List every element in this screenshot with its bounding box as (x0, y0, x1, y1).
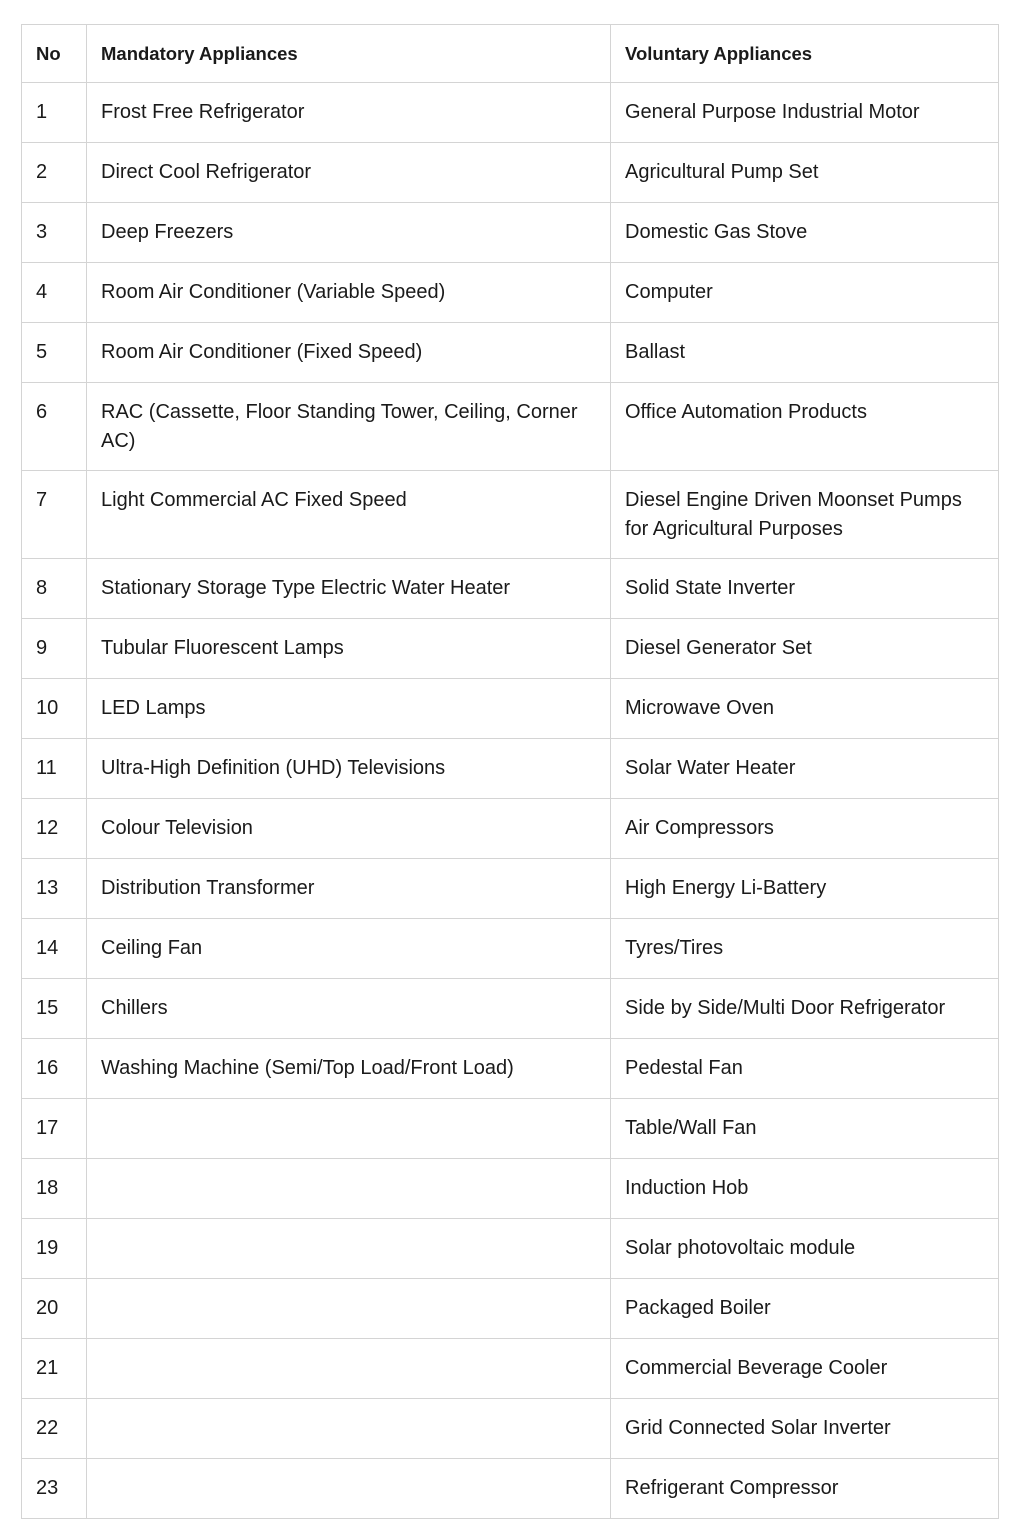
cell-no: 3 (22, 203, 87, 263)
table-row (22, 383, 999, 471)
cell-no: 4 (22, 263, 87, 323)
table-row (22, 739, 999, 799)
cell-mandatory: Room Air Conditioner (Fixed Speed) (87, 323, 611, 383)
table-row (22, 799, 999, 859)
cell-no: 9 (22, 619, 87, 679)
table-row (22, 919, 999, 979)
header-voluntary: Voluntary Appliances (611, 25, 999, 83)
cell-no: 18 (22, 1159, 87, 1219)
cell-voluntary: Office Automation Products (611, 383, 999, 471)
cell-no: 22 (22, 1399, 87, 1459)
cell-mandatory: Deep Freezers (87, 203, 611, 263)
cell-no: 7 (22, 471, 87, 559)
cell-voluntary: Side by Side/Multi Door Refrigerator (611, 979, 999, 1039)
cell-voluntary: Solar Water Heater (611, 739, 999, 799)
cell-voluntary: Domestic Gas Stove (611, 203, 999, 263)
cell-voluntary: Computer (611, 263, 999, 323)
cell-mandatory: Colour Television (87, 799, 611, 859)
header-no: No (22, 25, 87, 83)
cell-mandatory: Direct Cool Refrigerator (87, 143, 611, 203)
cell-mandatory: Distribution Transformer (87, 859, 611, 919)
cell-mandatory (87, 1279, 611, 1339)
cell-mandatory: Frost Free Refrigerator (87, 83, 611, 143)
cell-no: 8 (22, 559, 87, 619)
header-mandatory: Mandatory Appliances (87, 25, 611, 83)
table-row (22, 619, 999, 679)
cell-mandatory (87, 1219, 611, 1279)
cell-no: 13 (22, 859, 87, 919)
cell-no: 12 (22, 799, 87, 859)
cell-mandatory: Tubular Fluorescent Lamps (87, 619, 611, 679)
table-row (22, 203, 999, 263)
cell-voluntary: Packaged Boiler (611, 1279, 999, 1339)
cell-voluntary: Diesel Generator Set (611, 619, 999, 679)
cell-mandatory: Light Commercial AC Fixed Speed (87, 471, 611, 559)
table-row (22, 1219, 999, 1279)
cell-no: 14 (22, 919, 87, 979)
cell-voluntary: Microwave Oven (611, 679, 999, 739)
cell-voluntary: Pedestal Fan (611, 1039, 999, 1099)
cell-voluntary: Agricultural Pump Set (611, 143, 999, 203)
table-row (22, 323, 999, 383)
cell-mandatory: Room Air Conditioner (Variable Speed) (87, 263, 611, 323)
cell-voluntary: Table/Wall Fan (611, 1099, 999, 1159)
cell-no: 19 (22, 1219, 87, 1279)
cell-no: 17 (22, 1099, 87, 1159)
cell-mandatory: Chillers (87, 979, 611, 1039)
cell-voluntary: Solid State Inverter (611, 559, 999, 619)
cell-no: 20 (22, 1279, 87, 1339)
table-row (22, 263, 999, 323)
cell-no: 21 (22, 1339, 87, 1399)
table-row (22, 1459, 999, 1519)
table-row (22, 1399, 999, 1459)
cell-no: 2 (22, 143, 87, 203)
header-row (22, 25, 999, 83)
cell-voluntary: High Energy Li-Battery (611, 859, 999, 919)
table-row (22, 1279, 999, 1339)
cell-voluntary: General Purpose Industrial Motor (611, 83, 999, 143)
cell-voluntary: Air Compressors (611, 799, 999, 859)
table-body (22, 83, 999, 1519)
table-row (22, 1159, 999, 1219)
cell-no: 11 (22, 739, 87, 799)
appliances-table (21, 24, 999, 1519)
cell-voluntary: Tyres/Tires (611, 919, 999, 979)
cell-no: 23 (22, 1459, 87, 1519)
cell-mandatory: Ultra-High Definition (UHD) Televisions (87, 739, 611, 799)
cell-no: 6 (22, 383, 87, 471)
cell-voluntary: Ballast (611, 323, 999, 383)
table-row (22, 979, 999, 1039)
table-row (22, 679, 999, 739)
cell-voluntary: Induction Hob (611, 1159, 999, 1219)
cell-mandatory (87, 1339, 611, 1399)
table-row (22, 83, 999, 143)
cell-no: 16 (22, 1039, 87, 1099)
cell-voluntary: Refrigerant Compressor (611, 1459, 999, 1519)
cell-mandatory: Ceiling Fan (87, 919, 611, 979)
cell-mandatory: Washing Machine (Semi/Top Load/Front Load) (87, 1039, 611, 1099)
cell-mandatory: Stationary Storage Type Electric Water Heater (87, 559, 611, 619)
cell-voluntary: Diesel Engine Driven Moonset Pumps for Agricultural Purposes (611, 471, 999, 559)
cell-mandatory (87, 1159, 611, 1219)
cell-mandatory: RAC (Cassette, Floor Standing Tower, Ceiling, Corner AC) (87, 383, 611, 471)
cell-mandatory (87, 1099, 611, 1159)
table-row (22, 1339, 999, 1399)
table-header (22, 25, 999, 83)
cell-voluntary: Grid Connected Solar Inverter (611, 1399, 999, 1459)
cell-voluntary: Solar photovoltaic module (611, 1219, 999, 1279)
cell-no: 10 (22, 679, 87, 739)
table-row (22, 143, 999, 203)
cell-no: 1 (22, 83, 87, 143)
cell-mandatory (87, 1399, 611, 1459)
table-row (22, 559, 999, 619)
cell-voluntary: Commercial Beverage Cooler (611, 1339, 999, 1399)
cell-mandatory: LED Lamps (87, 679, 611, 739)
table-row (22, 1039, 999, 1099)
cell-no: 15 (22, 979, 87, 1039)
cell-no: 5 (22, 323, 87, 383)
table-row (22, 471, 999, 559)
table-row (22, 859, 999, 919)
cell-mandatory (87, 1459, 611, 1519)
table-row (22, 1099, 999, 1159)
